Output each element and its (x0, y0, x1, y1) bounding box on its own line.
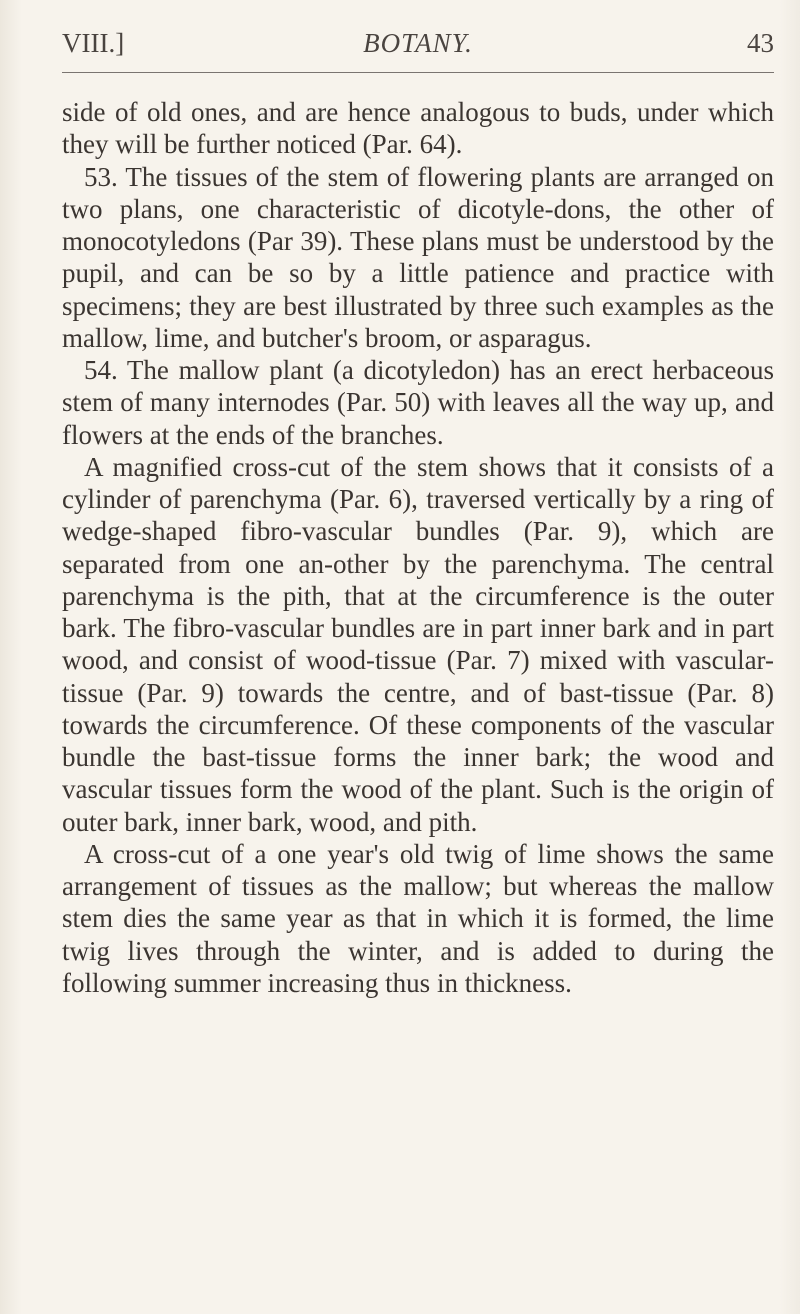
running-title: BOTANY. (363, 28, 473, 58)
paragraph-lime-cross-cut: A cross-cut of a one year's old twig of lime shows the same arrangement of tissues as the mallow; but whereas the mallow stem dies the same year as that in which it is formed, the lime twig lives through the winter, and is added to during the following summer increasing thus in thickness. (62, 838, 774, 998)
page-body (62, 96, 774, 999)
header-rule (62, 72, 774, 73)
paragraph-53: 53. The tissues of the stem of flowering plants are arranged on two plans, one characteristic of dicotyle-dons, the other of monocotyledons (Par 39). These plans must be understood by the pupil, and can be so by a little patience and practice with specimens; they are best illustrated by three such examples as the mallow, lime, and butcher's broom, or asparagus. (62, 161, 774, 353)
chapter-number: VIII.] (62, 28, 125, 58)
running-header (62, 28, 774, 68)
paragraph-continuation: side of old ones, and are hence analogous to buds, under which they will be further noticed (Par. 64). (62, 97, 774, 160)
paragraph-54: 54. The mallow plant (a dicotyledon) has an erect herbaceous stem of many internodes (Par. 50) with leaves all the way up, and flowers at the ends of the branches. (62, 355, 774, 450)
paragraph-mallow-cross-cut: A magnified cross-cut of the stem shows that it consists of a cylinder of parenchyma (Par. 6), traversed vertically by a ring of wedge-shaped fibro-vascular bundles (Par. 9), which are separated from one an-other by the parenchyma. The central parenchyma is the pith, that at the circumference is the outer bark. The fibro-vascular bundles are in part inner bark and in part wood, and consist of wood-tissue (Par. 7) mixed with vascular-tissue (Par. 9) towards the centre, and of bast-tissue (Par. 8) towards the circumference. Of these components of the vascular bundle the bast-tissue forms the inner bark; the wood and vascular tissues form the wood of the plant. Such is the origin of outer bark, inner bark, wood, and pith. (62, 451, 774, 837)
page-number: 43 (747, 28, 774, 58)
